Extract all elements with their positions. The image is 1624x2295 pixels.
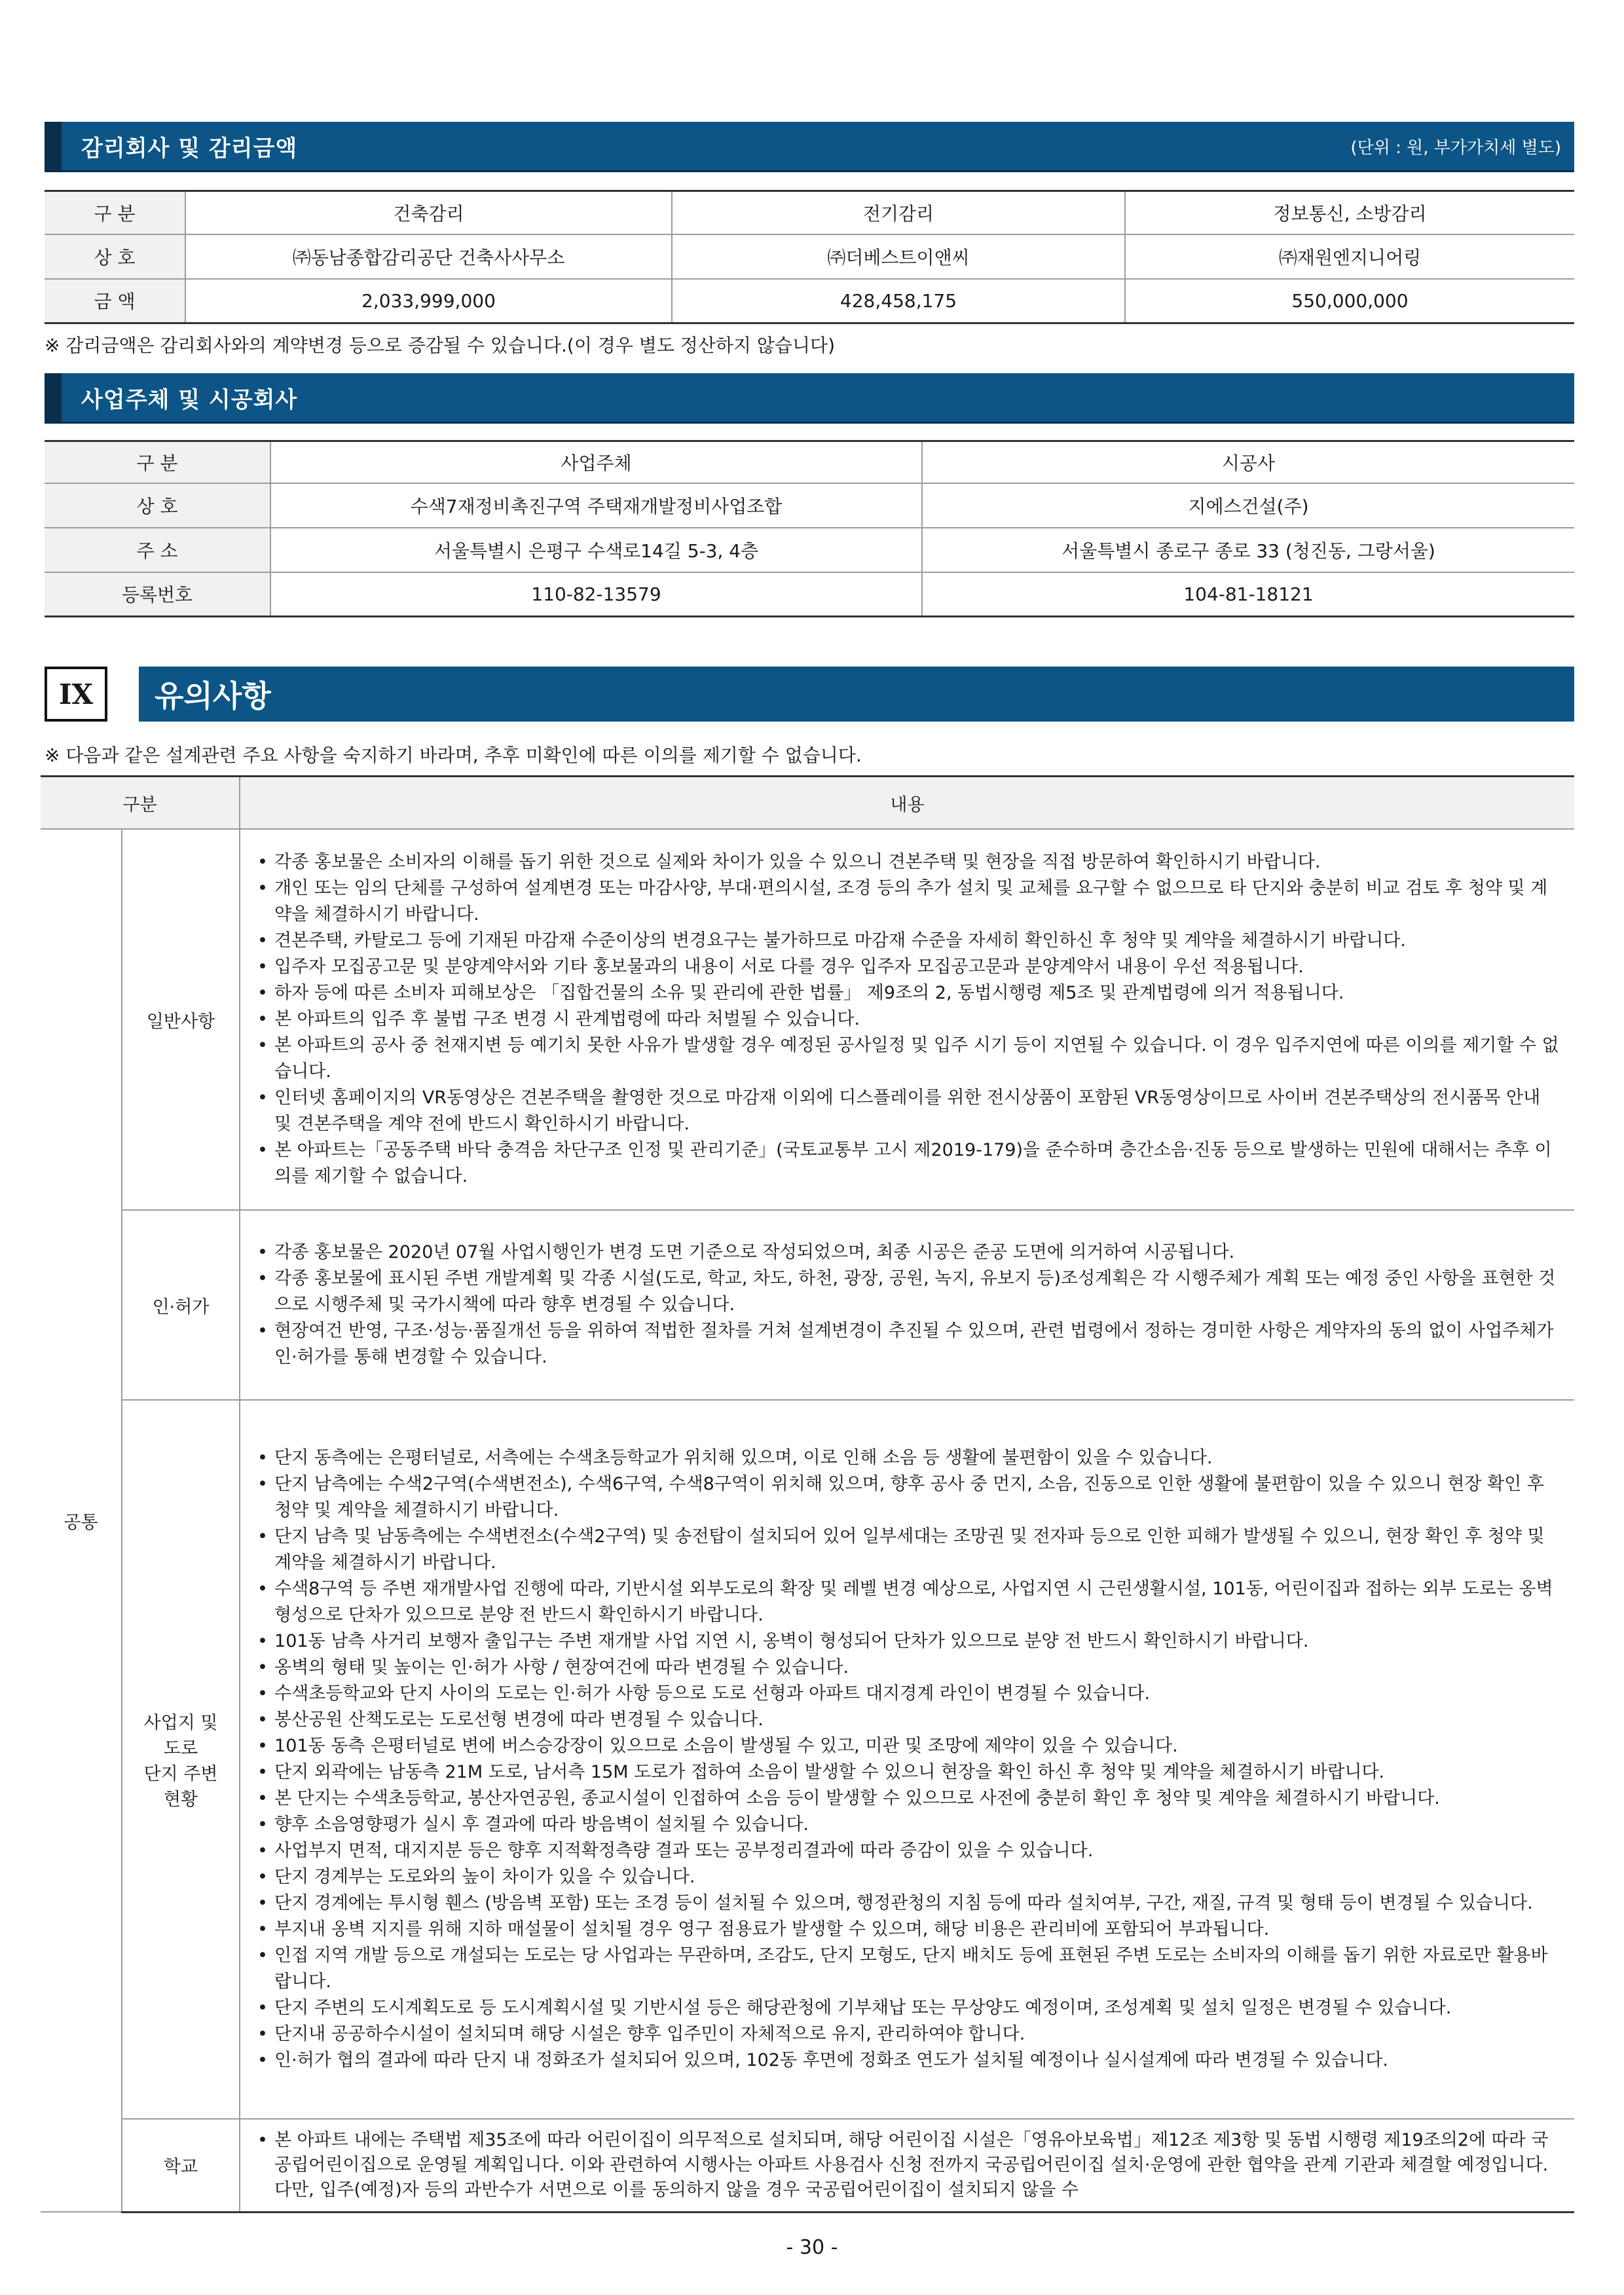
section-intro: ※ 다음과 같은 설계관련 주요 사항을 숙지하기 바라며, 추후 미확인에 따른 이의를 제기할 수 없습니다.	[45, 744, 862, 766]
label-line: 현황	[163, 1790, 198, 1810]
table-cell: 수색7재정비촉진구역 주택재개발정비사업조합	[270, 483, 922, 528]
table-header-cell: 사업주체	[270, 441, 922, 483]
row-label: 주 소	[45, 528, 270, 572]
list-item: • 하자 등에 따른 소비자 피해보상은 「집합건물의 소유 및 관리에 관한 법률」 제9조의 2, 동법시행령 제5조 및 관계법령에 의거 적용됩니다.	[255, 980, 1562, 1006]
label-line: 단지 주변	[143, 1764, 218, 1784]
list-item: • 단지 경계에는 투시형 휀스 (방음벽 포함) 또는 조경 등이 설치될 수 있으며, 행정관청의 지침 등에 따라 설치여부, 구간, 재질, 규격 및 형태 등이 변경될 수 있습니다.	[255, 1890, 1562, 1917]
bullet-list	[255, 1239, 1562, 1370]
content-cell	[240, 829, 1574, 1210]
list-item: • 봉산공원 산책도로는 도로선형 변경에 따라 변경될 수 있습니다.	[255, 1707, 1562, 1733]
table-row	[41, 2119, 1574, 2212]
list-item: • 향후 소음영향평가 실시 후 결과에 따라 방음벽이 설치될 수 있습니다.	[255, 1812, 1562, 1838]
table-header-cell: 정보통신, 소방감리	[1125, 191, 1574, 234]
list-item: • 단지 남측에는 수색2구역(수색변전소), 수색6구역, 수색8구역이 위치해 있으며, 향후 공사 중 먼지, 소음, 진동으로 인한 생활에 불편함이 있을 수 있으니 현장 확인 후 청약 및 계약을 체결하시기 바랍니다.	[255, 1471, 1562, 1524]
table-row	[41, 1210, 1574, 1400]
list-item: • 단지 경계부는 도로와의 높이 차이가 있을 수 있습니다.	[255, 1864, 1562, 1890]
main-category: 공통	[41, 829, 122, 2212]
list-item: • 현장여건 반영, 구조·성능·품질개선 등을 위하여 적법한 절차를 거쳐 설계변경이 추진될 수 있으며, 관련 법령에서 정하는 경미한 사항은 계약자의 동의 없이 사업주체가 인·허가를 통해 변경할 수 있습니다.	[255, 1318, 1562, 1370]
notes-table	[41, 775, 1574, 2213]
list-item: • 인접 지역 개발 등으로 개설되는 도로는 당 사업과는 무관하며, 조감도, 단지 모형도, 단지 배치도 등에 표현된 주변 도로는 소비자의 이해를 돕기 위한 자료로만 활용바랍니다.	[255, 1943, 1562, 1995]
list-item: • 수색8구역 등 주변 재개발사업 진행에 따라, 기반시설 외부도로의 확장 및 레벨 변경 예상으로, 사업지연 시 근린생활시설, 101동, 어린이집과 접하는 외부 도로는 옹벽 형성으로 단차가 있으므로 분양 전 반드시 확인하시기 바랍니다.	[255, 1576, 1562, 1628]
content-cell	[240, 2119, 1574, 2212]
list-item: • 단지 외곽에는 남동측 21M 도로, 남서측 15M 도로가 접하여 소음이 발생할 수 있으니 현장을 확인 하신 후 청약 및 계약을 체결하시기 바랍니다.	[255, 1759, 1562, 1786]
table-cell: 428,458,175	[672, 279, 1125, 323]
table-header-row	[45, 191, 1574, 234]
row-label: 상 호	[45, 483, 270, 528]
supervision-unit: (단위 : 원, 부가가치세 별도)	[1350, 138, 1561, 158]
table-cell: 지에스건설(주)	[922, 483, 1574, 528]
content-cell	[240, 1210, 1574, 1400]
list-item: • 각종 홍보물은 2020년 07월 사업시행인가 변경 도면 기준으로 작성되었으며, 최종 시공은 준공 도면에 의거하여 시공됩니다.	[255, 1239, 1562, 1266]
row-label: 금 액	[45, 279, 185, 323]
supervision-title: 감리회사 및 감리금액	[81, 135, 298, 162]
table-row	[45, 528, 1574, 572]
table-cell: ㈜동남종합감리공단 건축사사무소	[185, 234, 672, 279]
table-cell: 110-82-13579	[270, 572, 922, 617]
subcategory-label: 인·허가	[122, 1210, 240, 1400]
table-header-cell: 구 분	[45, 441, 270, 483]
list-item: • 단지 남측 및 남동측에는 수색변전소(수색2구역) 및 송전탑이 설치되어 있어 일부세대는 조망권 및 전자파 등으로 인한 피해가 발생될 수 있으니, 현장 확인 후 청약 및 계약을 체결하시기 바랍니다.	[255, 1524, 1562, 1576]
table-header-cell: 구 분	[45, 191, 185, 234]
table-cell: 서울특별시 은평구 수색로14길 5-3, 4층	[270, 528, 922, 572]
table-row	[45, 234, 1574, 279]
section-title-bar	[139, 667, 1574, 722]
table-cell: 104-81-18121	[922, 572, 1574, 617]
supervision-table	[45, 190, 1574, 324]
list-item: • 수색초등학교와 단지 사이의 도로는 인·허가 사항 등으로 도로 선형과 아파트 대지경계 라인이 변경될 수 있습니다.	[255, 1681, 1562, 1707]
list-item: • 본 아파트 내에는 주택법 제35조에 따라 어린이집이 의무적으로 설치되며, 해당 어린이집 시설은「영유아보육법」제12조 제3항 및 동법 시행령 제19조의2에 따라 국공립어린이집으로 운영될 계획입니다. 이와 관련하여 시행사는 아파트 사용검사 신청 전까지 국공립어린이집 설치·운영에 관한 협약을 관계 기관과 체결할 예정입니다. 다만, 입주(예정)자 등의 과반수가 서면으로 이를 동의하지 않을 경우 국공립어린이집이 설치되지 않을 수	[255, 2128, 1562, 2203]
list-item: • 101동 남측 사거리 보행자 출입구는 주변 재개발 사업 지연 시, 옹벽이 형성되어 단차가 있으므로 분양 전 반드시 확인하시기 바랍니다.	[255, 1628, 1562, 1655]
subcategory-label: 학교	[122, 2119, 240, 2212]
table-cell: 2,033,999,000	[185, 279, 672, 323]
table-row	[41, 829, 1574, 1210]
subcategory-label-site	[122, 1400, 240, 2119]
table-header-cell: 시공사	[922, 441, 1574, 483]
list-item: • 각종 홍보물은 소비자의 이해를 돕기 위한 것으로 실제와 차이가 있을 수 있으니 견본주택 및 현장을 직접 방문하여 확인하시기 바랍니다.	[255, 849, 1562, 875]
table-cell: ㈜더베스트이앤씨	[672, 234, 1125, 279]
list-item: • 부지내 옹벽 지지를 위해 지하 매설물이 설치될 경우 영구 점용료가 발생할 수 있으며, 해당 비용은 관리비에 포함되어 부과됩니다.	[255, 1917, 1562, 1943]
label-line: 도로	[163, 1738, 198, 1759]
supervision-note: ※ 감리금액은 감리회사와의 계약변경 등으로 증감될 수 있습니다.(이 경우 별도 정산하지 않습니다)	[45, 335, 835, 356]
header-category: 구분	[41, 777, 240, 830]
table-row	[45, 483, 1574, 528]
section-divider	[45, 422, 1574, 424]
list-item: • 각종 홍보물에 표시된 주변 개발계획 및 각종 시설(도로, 학교, 차도, 하천, 광장, 공원, 녹지, 유보지 등)조성계획은 각 시행주체가 계획 또는 예정 중인 사항을 표현한 것으로 시행주체 및 국가시책에 따라 향후 변경될 수 있습니다.	[255, 1266, 1562, 1318]
section-divider	[45, 170, 1574, 172]
list-item: • 사업부지 면적, 대지지분 등은 향후 지적확정측량 결과 또는 공부정리결과에 따라 증감이 있을 수 있습니다.	[255, 1838, 1562, 1864]
list-item: • 본 아파트는「공동주택 바닥 충격음 차단구조 인정 및 관리기준」(국토교통부 고시 제2019-179)을 준수하며 층간소음·진동 등으로 발생하는 민원에 대해서는 추후 이의를 제기할 수 없습니다.	[255, 1137, 1562, 1190]
header-content: 내용	[240, 777, 1574, 830]
table-cell: 서울특별시 종로구 종로 33 (청진동, 그랑서울)	[922, 528, 1574, 572]
list-item: • 개인 또는 임의 단체를 구성하여 설계변경 또는 마감사양, 부대·편의시설, 조경 등의 추가 설치 및 교체를 요구할 수 없으므로 타 단지와 충분히 비교 검토 후 청약 및 계약을 체결하시기 바랍니다.	[255, 875, 1562, 928]
table-header-cell: 전기감리	[672, 191, 1125, 234]
list-item: • 본 아파트의 입주 후 불법 구조 변경 시 관계법령에 따라 처벌될 수 있습니다.	[255, 1006, 1562, 1033]
list-item: • 단지 주변의 도시계획도로 등 도시계획시설 및 기반시설 등은 해당관청에 기부채납 또는 무상양도 예정이며, 조성계획 및 설치 일정은 변경될 수 있습니다.	[255, 1995, 1562, 2021]
list-item: • 인·허가 협의 결과에 따라 단지 내 정화조가 설치되어 있으며, 102동 후면에 정화조 연도가 설치될 예정이나 실시설계에 따라 변경될 수 있습니다.	[255, 2047, 1562, 2074]
section-title: 유의사항	[155, 678, 271, 714]
row-label: 상 호	[45, 234, 185, 279]
row-label: 등록번호	[45, 572, 270, 617]
content-cell	[240, 1400, 1574, 2119]
business-title: 사업주체 및 시공회사	[81, 386, 298, 413]
table-row	[45, 279, 1574, 323]
list-item: • 입주자 모집공고문 및 분양계약서와 기타 홍보물과의 내용이 서로 다를 경우 입주자 모집공고문과 분양계약서 내용이 우선 적용됩니다.	[255, 954, 1562, 980]
bullet-list	[255, 849, 1562, 1190]
supervision-section-header	[45, 122, 1574, 170]
table-cell: 550,000,000	[1125, 279, 1574, 323]
table-header-cell: 건축감리	[185, 191, 672, 234]
list-item: • 단지 동측에는 은평터널로, 서측에는 수색초등학교가 위치해 있으며, 이로 인해 소음 등 생활에 불편함이 있을 수 있습니다.	[255, 1445, 1562, 1471]
list-item: • 견본주택, 카탈로그 등에 기재된 마감재 수준이상의 변경요구는 불가하므로 마감재 수준을 자세히 확인하신 후 청약 및 계약을 체결하시기 바랍니다.	[255, 928, 1562, 954]
subcategory-label: 일반사항	[122, 829, 240, 1210]
business-table	[45, 440, 1574, 617]
table-header-row	[41, 777, 1574, 830]
label-line: 사업지 및	[143, 1713, 218, 1733]
page-number: - 30 -	[786, 2236, 838, 2259]
bullet-list	[255, 2128, 1562, 2203]
bullet-list	[255, 1445, 1562, 2074]
list-item: • 단지내 공공하수시설이 설치되며 해당 시설은 향후 입주민이 자체적으로 유지, 관리하여야 합니다.	[255, 2021, 1562, 2047]
section-number-box: IX	[45, 667, 107, 722]
table-row	[45, 572, 1574, 617]
list-item: • 본 아파트의 공사 중 천재지변 등 예기치 못한 사유가 발생할 경우 예정된 공사일정 및 입주 시기 등이 지연될 수 있습니다. 이 경우 입주지연에 따른 이의를 제기할 수 없습니다.	[255, 1033, 1562, 1085]
table-row	[41, 1400, 1574, 2119]
business-section-header	[45, 373, 1574, 422]
list-item: • 옹벽의 형태 및 높이는 인·허가 사항 / 현장여건에 따라 변경될 수 있습니다.	[255, 1655, 1562, 1681]
list-item: • 인터넷 홈페이지의 VR동영상은 견본주택을 촬영한 것으로 마감재 이외에 디스플레이를 위한 전시상품이 포함된 VR동영상이므로 사이버 견본주택상의 전시품목 안내 및 견본주택을 계약 전에 반드시 확인하시기 바랍니다.	[255, 1085, 1562, 1137]
table-cell: ㈜재원엔지니어링	[1125, 234, 1574, 279]
list-item: • 본 단지는 수색초등학교, 봉산자연공원, 종교시설이 인접하여 소음 등이 발생할 수 있으므로 사전에 충분히 확인 후 청약 및 계약을 체결하시기 바랍니다.	[255, 1786, 1562, 1812]
table-header-row	[45, 441, 1574, 483]
list-item: • 101동 동측 은평터널로 변에 버스승강장이 있으므로 소음이 발생될 수 있고, 미관 및 조망에 제약이 있을 수 있습니다.	[255, 1733, 1562, 1759]
